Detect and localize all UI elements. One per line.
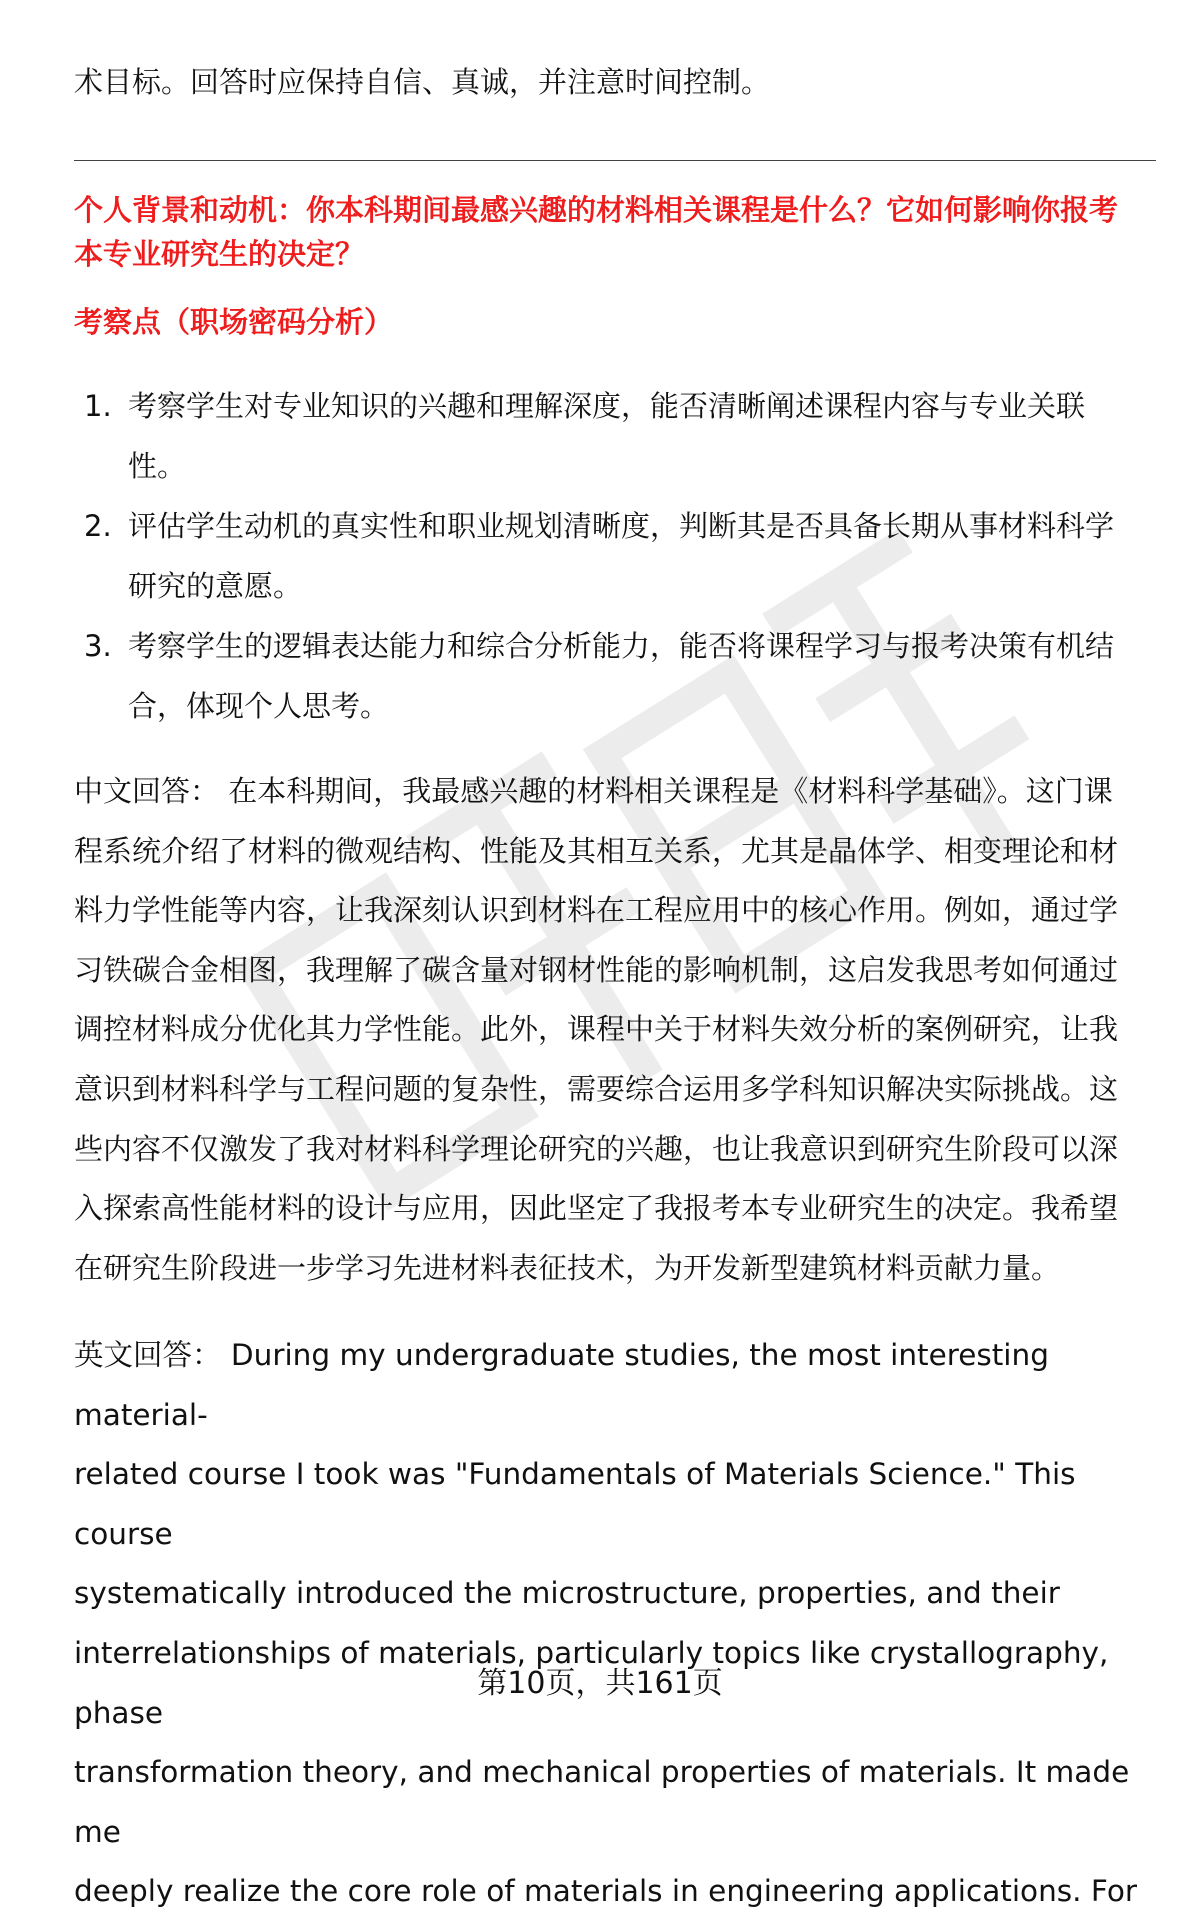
list-item — [74, 616, 1156, 736]
list-item-line-1: 考察学生对专业知识的兴趣和理解深度，能否清晰阐述课程内容与专业关联 — [128, 389, 1086, 423]
page-footer: 第10页，共161页 — [477, 1666, 723, 1701]
list-item-line-2: 性。 — [128, 449, 187, 483]
english-answer-label: 英文回答： — [74, 1338, 222, 1372]
english-answer-line: systematically introduced the microstructure, properties, and their — [74, 1576, 1060, 1611]
list-item-line-1: 评估学生动机的真实性和职业规划清晰度，判断其是否具备长期从事材料科学 — [128, 509, 1115, 543]
section-divider — [74, 160, 1156, 161]
english-answer-line: transformation theory, and mechanical properties of materials. It made me — [74, 1755, 1130, 1849]
chinese-answer-line: 调控材料成分优化其力学性能。此外，课程中关于材料失效分析的案例研究，让我 — [74, 1012, 1119, 1047]
chinese-answer-line: 料力学性能等内容，让我深刻认识到材料在工程应用中的核心作用。例如，通过学 — [74, 893, 1119, 928]
analysis-title: 考察点（职场密码分析） — [74, 305, 394, 339]
question-line-2: 本专业研究生的决定？ — [74, 237, 365, 271]
list-item — [74, 496, 1156, 616]
english-answer-line: During my undergraduate studies, the most interesting material- — [74, 1338, 1049, 1432]
chinese-answer-line: 在本科期间，我最感兴趣的材料相关课程是《材料科学基础》。这门课 — [228, 774, 1113, 808]
list-item — [74, 376, 1156, 496]
question-line-1: 个人背景和动机：你本科期间最感兴趣的材料相关课程是什么？它如何影响你报考 — [74, 193, 1119, 227]
chinese-answer-label: 中文回答： — [74, 774, 220, 808]
list-item-number: 3. — [84, 629, 112, 663]
chinese-answer — [74, 762, 1156, 1298]
chinese-answer-line: 些内容不仅激发了我对材料科学理论研究的兴趣，也让我意识到研究生阶段可以深 — [74, 1131, 1119, 1166]
list-item-number: 2. — [84, 509, 112, 543]
question-title — [74, 188, 1156, 276]
chinese-answer-line: 在研究生阶段进一步学习先进材料表征技术，为开发新型建筑材料贡献力量。 — [74, 1250, 1061, 1285]
chinese-answer-line: 习铁碳合金相图，我理解了碳含量对钢材性能的影响机制，这启发我思考如何通过 — [74, 952, 1119, 987]
list-item-line-2: 合，体现个人思考。 — [128, 689, 390, 723]
list-item-line-2: 研究的意愿。 — [128, 569, 303, 603]
list-item-number: 1. — [84, 389, 112, 423]
chinese-answer-line: 程系统介绍了材料的微观结构、性能及其相互关系，尤其是晶体学、相变理论和材 — [74, 833, 1119, 868]
top-paragraph: 术目标。回答时应保持自信、真诚，并注意时间控制。 — [74, 65, 771, 99]
chinese-answer-line: 入探索高性能材料的设计与应用，因此坚定了我报考本专业研究生的决定。我希望 — [74, 1191, 1119, 1226]
list-item-line-1: 考察学生的逻辑表达能力和综合分析能力，能否将课程学习与报考决策有机结 — [128, 629, 1115, 663]
english-answer-line: interrelationships of materials, particularly topics like crystallography, phase — [74, 1635, 1109, 1730]
english-answer — [74, 1326, 1156, 1922]
english-answer-line: deeply realize the core role of materials in engineering applications. For — [74, 1874, 1137, 1909]
english-answer-line: related course I took was "Fundamentals of Materials Science." This course — [74, 1457, 1076, 1551]
chinese-answer-line: 意识到材料科学与工程问题的复杂性，需要综合运用多学科知识解决实际挑战。这 — [74, 1071, 1119, 1106]
analysis-points-list — [74, 376, 1156, 736]
